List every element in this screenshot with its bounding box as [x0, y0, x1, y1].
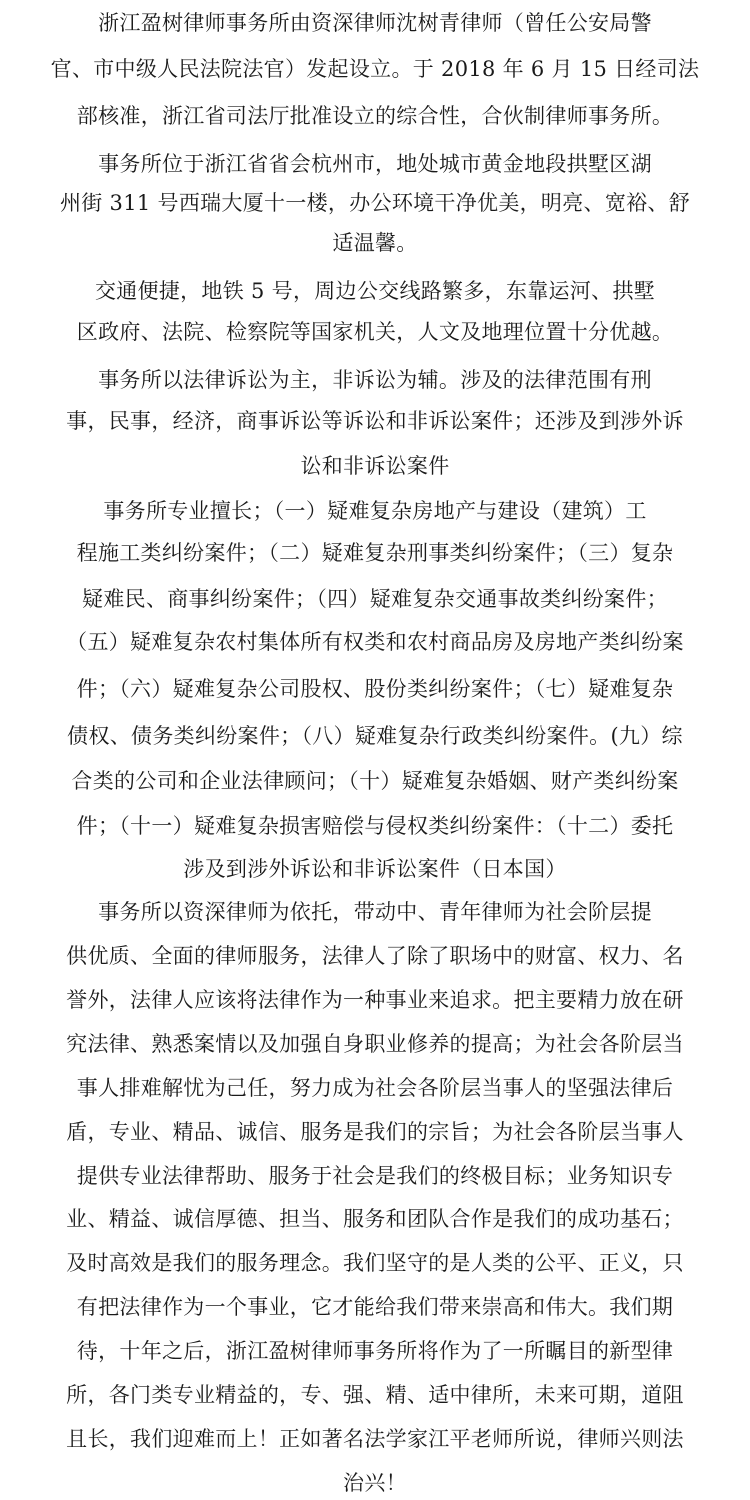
text-line: 件；（十一）疑难复杂损害赔偿与侵权类纠纷案件：（十二）委托 — [76, 814, 674, 838]
text-line: 提供专业法律帮助、服务于社会是我们的终极目标；业务知识专 — [76, 1164, 674, 1188]
text-line: 交通便捷，地铁 5 号，周边公交线路繁多，东靠运河、拱墅 — [94, 279, 656, 303]
text-line: 事务所以法律诉讼为主，非诉讼为辅。涉及的法律范围有刑 — [98, 368, 652, 392]
text-line: 部核准，浙江省司法厅批准设立的综合性，合伙制律师事务所。 — [76, 104, 674, 128]
text-line: 讼和非诉讼案件 — [300, 454, 450, 478]
text-line: 适温馨。 — [332, 231, 418, 255]
text-line: 事人排难解忧为己任，努力成为社会各阶层当事人的坚强法律后 — [76, 1076, 674, 1100]
text-line: 供优质、全面的律师服务，法律人了除了职场中的财富、权力、名 — [66, 944, 684, 968]
text-line: 涉及到涉外诉讼和非诉讼案件（日本国） — [183, 857, 567, 881]
text-line: 业、精益、诚信厚德、担当、服务和团队合作是我们的成功基石； — [66, 1207, 684, 1231]
text-line: 事务所以资深律师为依托，带动中、青年律师为社会阶层提 — [98, 900, 652, 924]
text-line: 事，民事，经济，商事诉讼等诉讼和非诉讼案件；还涉及到涉外诉 — [66, 409, 684, 433]
text-line: 债权、债务类纠纷案件；（八）疑难复杂行政类纠纷案件。(九）综 — [67, 724, 683, 748]
text-line: 待，十年之后，浙江盈树律师事务所将作为了一所瞩目的新型律 — [76, 1339, 674, 1363]
text-line: 官、市中级人民法院法官）发起设立。于 2018 年 6 月 15 日经司法 — [50, 57, 700, 81]
text-line: 件；（六）疑难复杂公司股权、股份类纠纷案件；（七）疑难复杂 — [76, 677, 674, 701]
text-line: 有把法律作为一个事业，它才能给我们带来崇高和伟大。我们期 — [76, 1295, 674, 1319]
text-line: 程施工类纠纷案件；（二）疑难复杂刑事类纠纷案件；（三）复杂 — [76, 541, 674, 565]
text-line: 州街 311 号西瑞大厦十一楼，办公环境干净优美，明亮、宽裕、舒 — [59, 191, 691, 215]
text-line: 及时高效是我们的服务理念。我们坚守的是人类的公平、正义，只 — [66, 1251, 684, 1275]
text-line: 浙江盈树律师事务所由资深律师沈树青律师（曾任公安局警 — [98, 11, 652, 35]
text-line: 事务所位于浙江省省会杭州市，地处城市黄金地段拱墅区湖 — [98, 152, 652, 176]
text-line: 盾，专业、精品、诚信、服务是我们的宗旨；为社会各阶层当事人 — [66, 1120, 684, 1144]
text-line: 且长，我们迎难而上！正如著名法学家江平老师所说，律师兴则法 — [66, 1427, 684, 1451]
text-line: 区政府、法院、检察院等国家机关，人文及地理位置十分优越。 — [76, 320, 674, 344]
text-line: 合类的公司和企业法律顾问；（十）疑难复杂婚姻、财产类纠纷案 — [71, 769, 679, 793]
text-line: 究法律、熟悉案情以及加强自身职业修养的提高；为社会各阶层当 — [66, 1032, 684, 1056]
text-line: （五）疑难复杂农村集体所有权类和农村商品房及房地产类纠纷案 — [66, 630, 684, 654]
text-line: 所，各门类专业精益的，专、强、精、适中律所，未来可期，道阻 — [66, 1383, 684, 1407]
text-line: 治兴！ — [343, 1471, 407, 1495]
text-line: 事务所专业擅长；（一）疑难复杂房地产与建设（建筑）工 — [103, 499, 647, 523]
text-line: 誉外，法律人应该将法律作为一种事业来追求。把主要精力放在研 — [66, 988, 684, 1012]
text-line: 疑难民、商事纠纷案件；（四）疑难复杂交通事故类纠纷案件； — [82, 587, 668, 611]
